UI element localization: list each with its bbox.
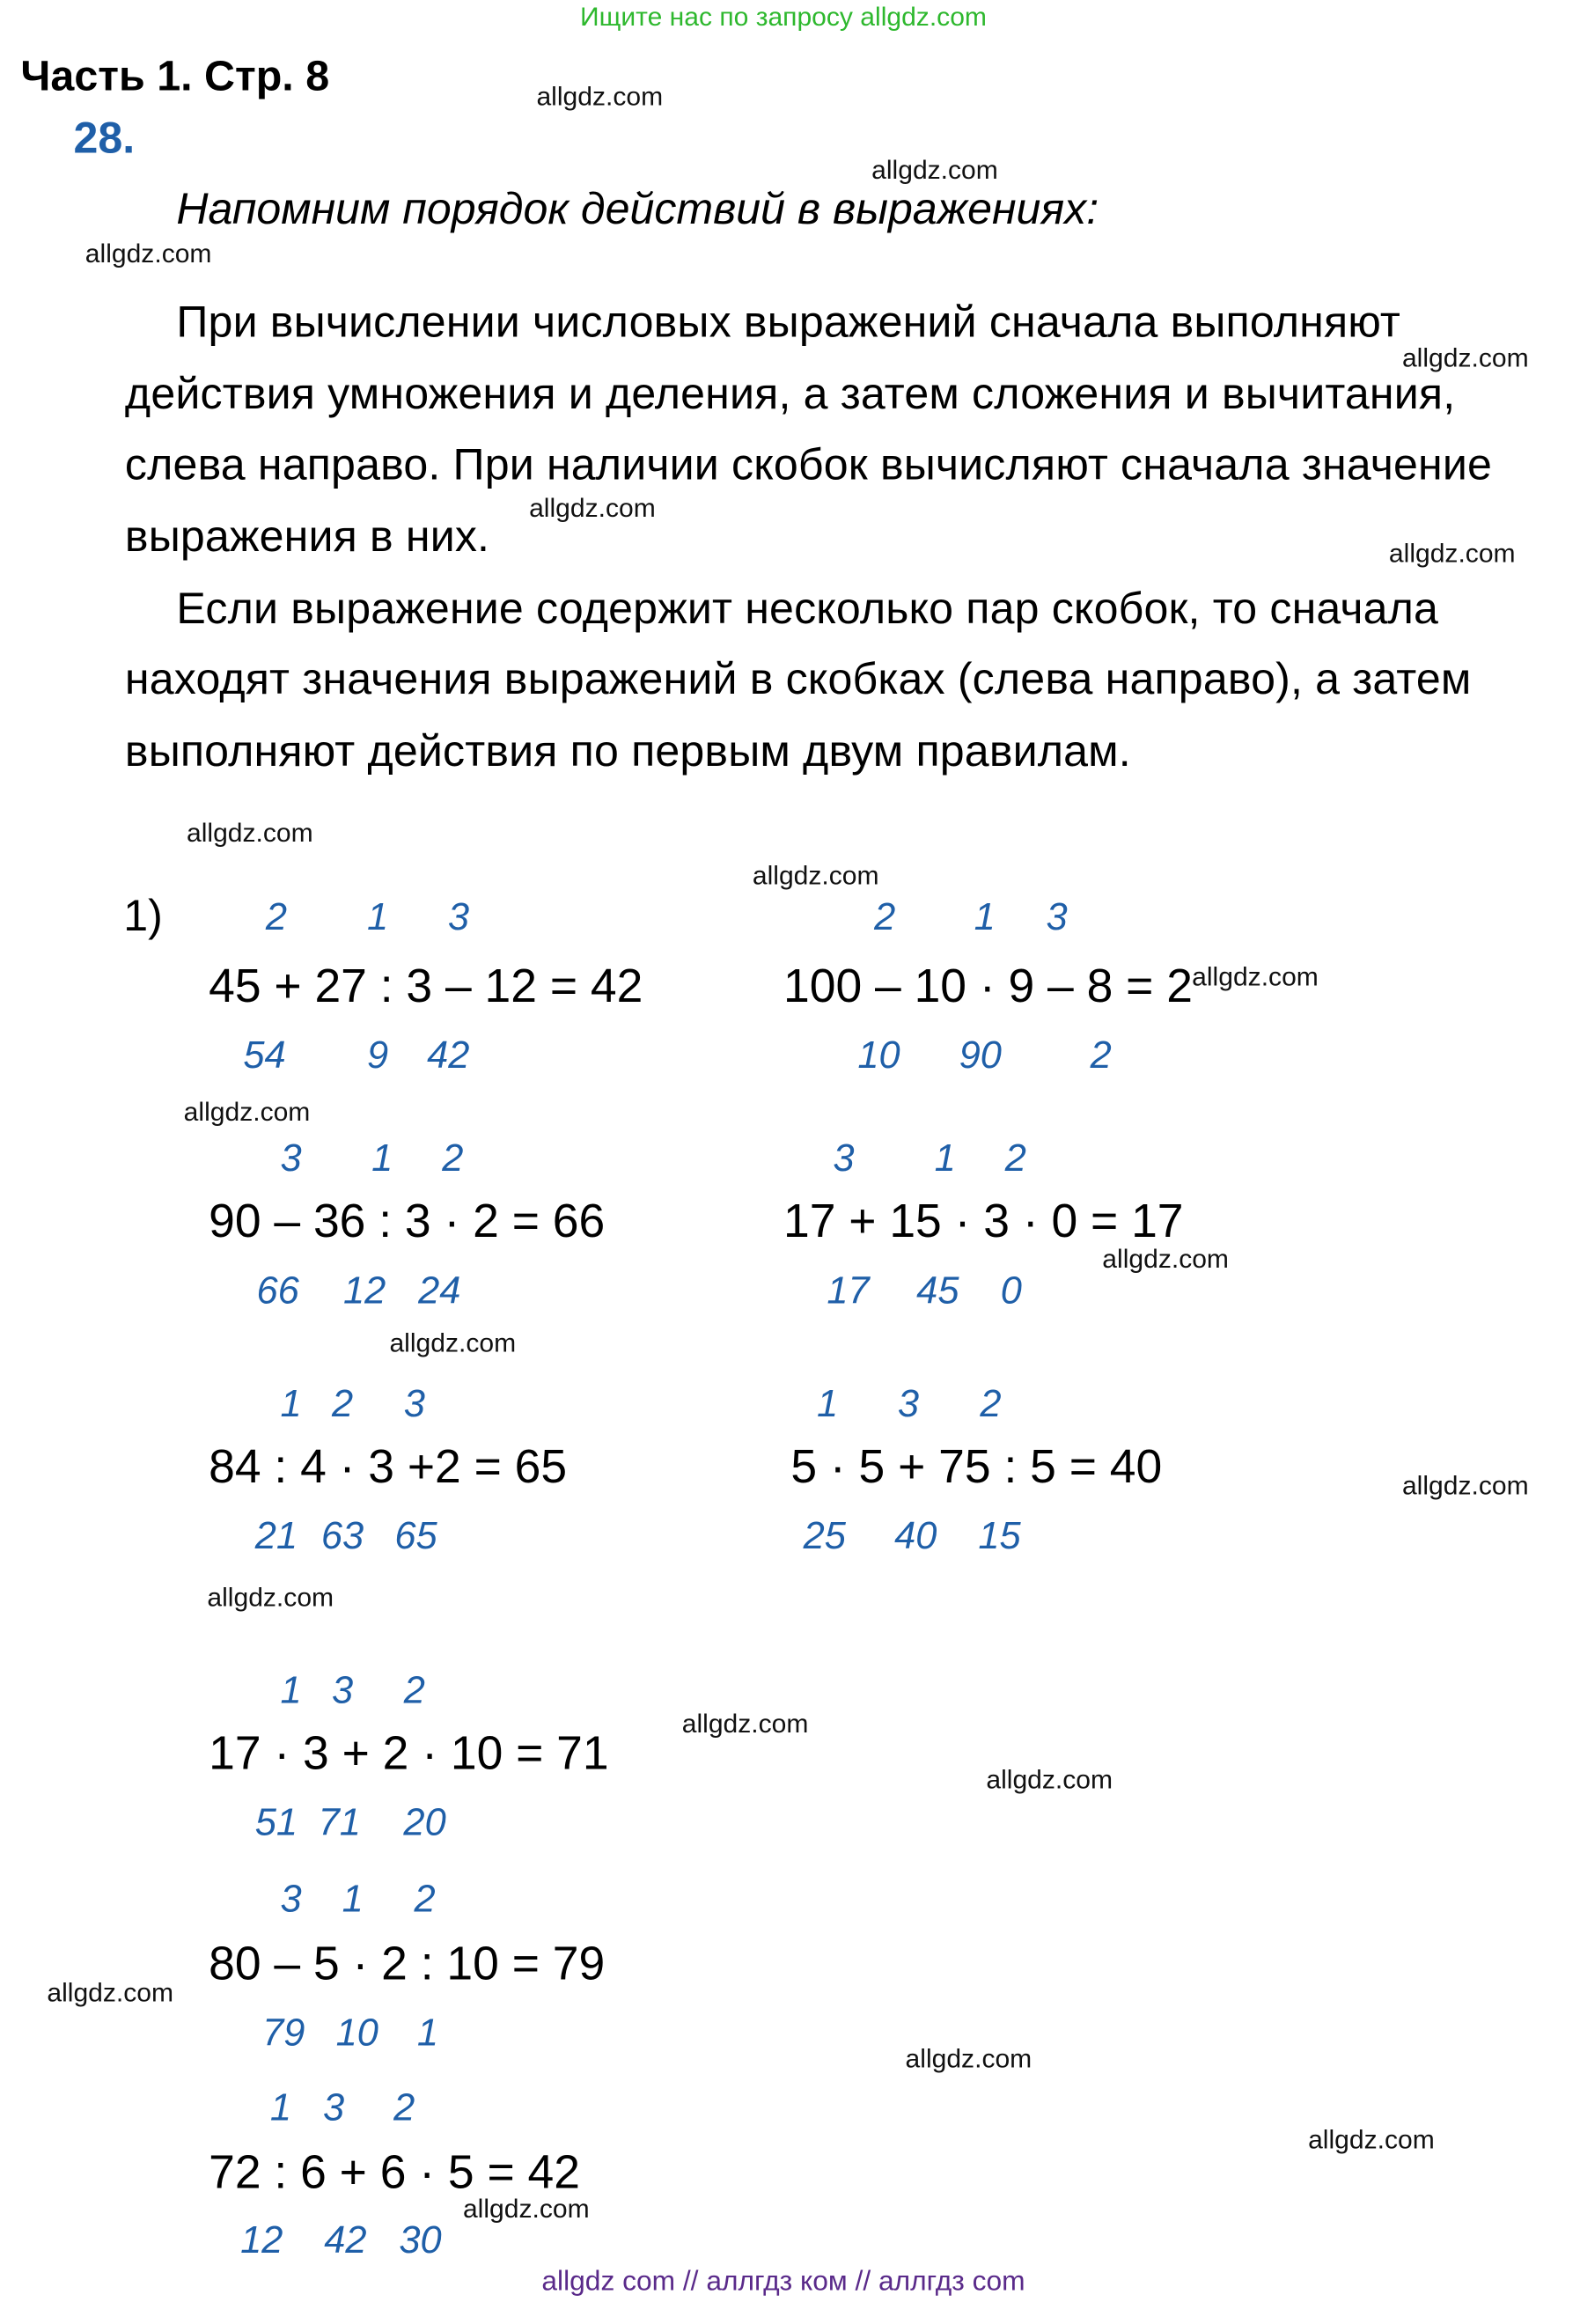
step-order-number: 2 <box>414 1876 436 1921</box>
step-result: 71 <box>318 1799 361 1844</box>
step-order-number: 1 <box>817 1380 839 1425</box>
step-order-number: 3 <box>331 1667 354 1712</box>
step-result: 40 <box>894 1513 937 1558</box>
watermark: allgdz.com <box>183 1097 311 1127</box>
step-order-number: 2 <box>442 1135 464 1180</box>
watermark: allgdz.com <box>187 818 313 848</box>
equation: 100 – 10 · 9 – 8 = 2 <box>783 959 1193 1012</box>
step-order-number: 3 <box>403 1380 425 1425</box>
step-order-number: 3 <box>1046 894 1068 939</box>
equation: 72 : 6 + 6 · 5 = 42 <box>209 2145 580 2199</box>
rule-line: выполняют действия по первым двум правилам. <box>124 727 1131 776</box>
step-order-number: 2 <box>980 1380 1002 1425</box>
step-result: 42 <box>324 2217 367 2261</box>
step-order-number: 1 <box>371 1135 393 1180</box>
step-result: 51 <box>254 1799 298 1844</box>
step-result: 10 <box>335 2010 378 2055</box>
equation: 17 + 15 · 3 · 0 = 17 <box>783 1194 1184 1247</box>
equation: 45 + 27 : 3 – 12 = 42 <box>209 959 643 1012</box>
step-order-number: 2 <box>403 1667 425 1712</box>
step-order-number: 2 <box>874 894 896 939</box>
step-order-number: 3 <box>833 1135 855 1180</box>
step-order-number: 3 <box>897 1380 920 1425</box>
step-order-number: 1 <box>280 1667 302 1712</box>
watermark: allgdz.com <box>1401 1470 1529 1501</box>
rule-line: слева направо. При наличии скобок вычисляют сначала значение <box>124 440 1493 490</box>
step-result: 9 <box>367 1033 389 1077</box>
watermark: allgdz.com <box>1401 342 1529 373</box>
rule-line: выражения в них. <box>124 512 490 562</box>
step-order-number: 3 <box>322 2085 345 2129</box>
step-result: 0 <box>1000 1268 1022 1313</box>
watermark: allgdz.com <box>752 860 879 891</box>
watermark: allgdz.com <box>986 1764 1113 1794</box>
step-result: 24 <box>418 1268 461 1313</box>
step-result: 17 <box>827 1268 870 1313</box>
step-result: 54 <box>243 1033 286 1077</box>
step-order-number: 3 <box>280 1876 302 1921</box>
step-result: 15 <box>978 1513 1021 1558</box>
equation: 84 : 4 · 3 +2 = 65 <box>209 1439 568 1493</box>
step-order-number: 2 <box>265 894 288 939</box>
rule-line: Если выражение содержит несколько пар скобок, то сначала <box>176 585 1439 634</box>
step-order-number: 2 <box>1004 1135 1026 1180</box>
step-result: 90 <box>959 1033 1002 1077</box>
watermark: allgdz.com <box>871 155 998 185</box>
step-result: 63 <box>320 1513 364 1558</box>
step-result: 12 <box>342 1268 386 1313</box>
step-order-number: 1 <box>269 2085 292 2129</box>
rules-heading: Напомним порядок действий в выражениях: <box>176 185 1099 234</box>
watermark: allgdz.com <box>529 493 656 523</box>
step-result: 66 <box>256 1268 299 1313</box>
watermark: allgdz.com <box>85 239 212 268</box>
rule-line: При вычислении числовых выражений сначала выполняют <box>176 298 1401 348</box>
equation: 17 · 3 + 2 · 10 = 71 <box>209 1726 609 1780</box>
equation: 80 – 5 · 2 : 10 = 79 <box>209 1936 606 1990</box>
step-order-number: 1 <box>367 894 389 939</box>
watermark: allgdz.com <box>207 1582 334 1612</box>
watermark: allgdz.com <box>1308 2124 1435 2155</box>
step-result: 21 <box>254 1513 298 1558</box>
step-result: 25 <box>803 1513 846 1558</box>
step-result: 20 <box>403 1799 446 1844</box>
equation: 90 – 36 : 3 · 2 = 66 <box>209 1194 606 1247</box>
rule-line: находят значения выражений в скобках (слева направо), а затем <box>124 655 1472 704</box>
step-result: 30 <box>399 2217 442 2261</box>
step-result: 10 <box>857 1033 900 1077</box>
step-result: 65 <box>394 1513 437 1558</box>
step-result: 79 <box>262 2010 305 2055</box>
watermark: allgdz.com <box>536 81 664 112</box>
watermark: allgdz.com <box>462 2194 590 2224</box>
watermark: allgdz.com <box>905 2043 1033 2074</box>
step-result: 12 <box>240 2217 283 2261</box>
step-order-number: 2 <box>393 2085 415 2129</box>
watermark: allgdz.com <box>47 1977 174 2008</box>
task-number: 28. <box>73 114 136 164</box>
watermark: allgdz.com <box>389 1327 517 1358</box>
step-order-number: 3 <box>447 894 470 939</box>
step-order-number: 2 <box>331 1380 354 1425</box>
step-result: 42 <box>427 1033 470 1077</box>
part-label: 1) <box>123 892 163 941</box>
equation: 5 · 5 + 75 : 5 = 40 <box>790 1439 1163 1493</box>
step-order-number: 1 <box>342 1876 364 1921</box>
search-hint: Ищите нас по запросу allgdz.com <box>580 2 987 32</box>
watermark: allgdz.com <box>1102 1244 1229 1274</box>
watermark: allgdz.com <box>681 1709 809 1739</box>
step-result: 2 <box>1090 1033 1112 1077</box>
step-result: 1 <box>416 2010 438 2055</box>
watermark: allgdz.com <box>1192 961 1319 992</box>
step-order-number: 1 <box>974 894 996 939</box>
rule-line: действия умножения и деления, а затем сложения и вычитания, <box>124 370 1456 419</box>
page-title: Часть 1. Стр. 8 <box>20 53 330 101</box>
step-result: 45 <box>916 1268 959 1313</box>
footer-watermark: allgdz com // аллгдз ком // аллгдз com <box>541 2266 1025 2298</box>
step-order-number: 3 <box>280 1135 302 1180</box>
step-order-number: 1 <box>280 1380 302 1425</box>
watermark: allgdz.com <box>1388 538 1516 569</box>
step-order-number: 1 <box>934 1135 956 1180</box>
